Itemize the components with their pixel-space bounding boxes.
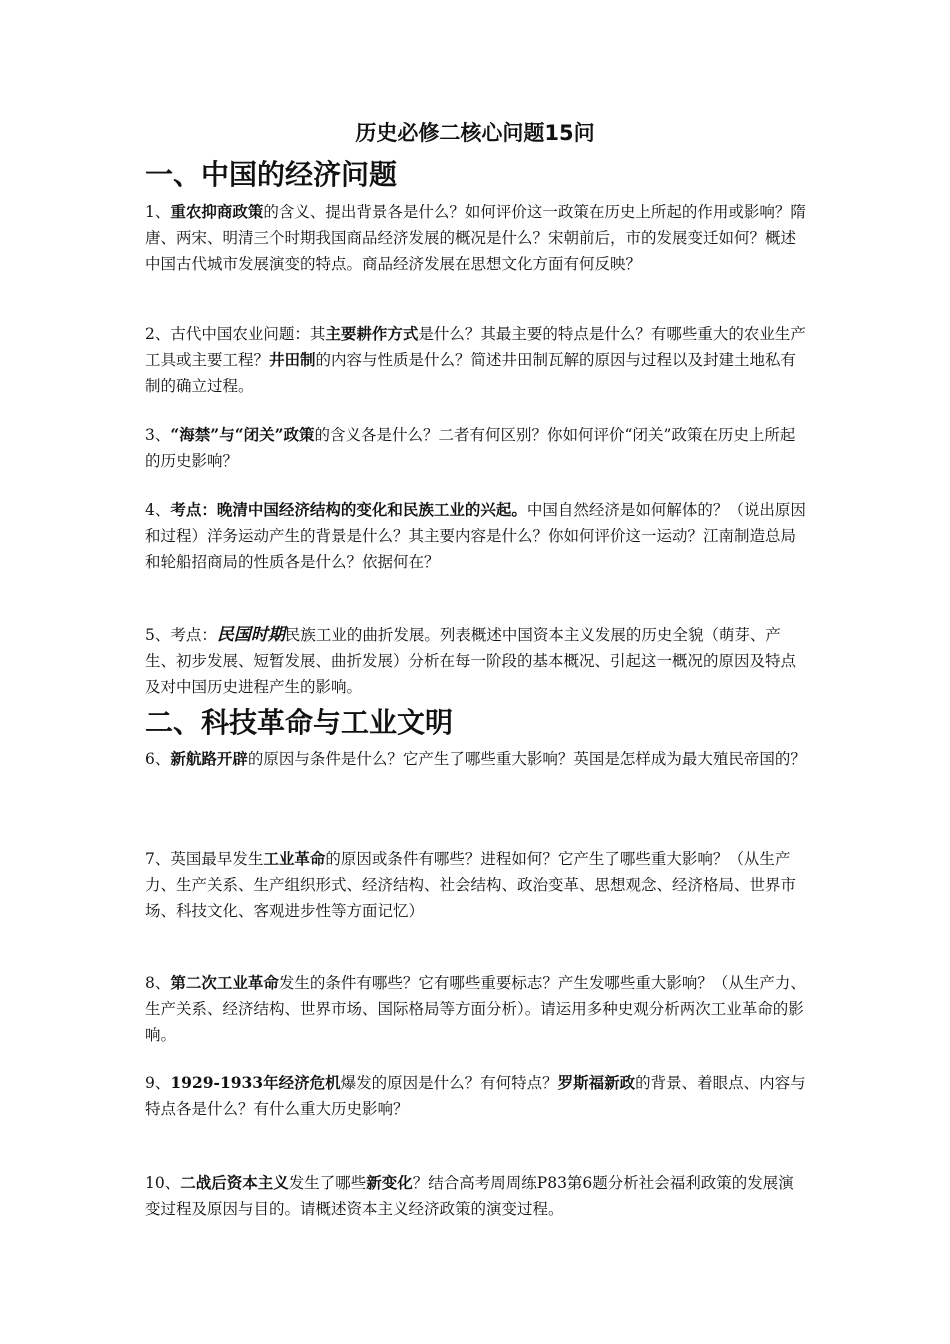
question-text: 的含义、提出背景各是什么？如何评价这一政策在历史上所起的作用或影响？隋唐、两宋、明清三个时期我国商品经济发展的概况是什么？宋朝前后，市的发展变迁如何？概述中国古代城市发展演变的特点。商品经济发展在思想文化方面有何反映？	[145, 203, 806, 273]
document-title: 历史必修二核心问题15问	[355, 121, 595, 145]
question-text: 的含义各是什么？二者有何区别？你如何评价“闭关”政策在历史上所起的历史影响？	[145, 426, 796, 470]
question-text: 的原因与条件是什么？它产生了哪些重大影响？英国是怎样成为最大殖民帝国的？	[247, 750, 806, 768]
question-text: 发生了哪些	[288, 1174, 367, 1192]
question-emphasis: 考点：晚清中国经济结构的变化和民族工业的兴起。	[170, 500, 527, 519]
question-emphasis: 罗斯福新政	[557, 1073, 636, 1092]
question-text: 中国自然经济是如何解体的？（说出原因和过程）洋务运动产生的背景是什么？其主要内容是什么？你如何评价这一运动？江南制造总局和轮船招商局的性质各是什么？依据何在？	[145, 501, 806, 571]
question-5	[145, 622, 809, 700]
question-text: 3、	[145, 426, 171, 444]
question-text: 2、古代中国农业问题：其	[145, 325, 326, 343]
question-10	[145, 1170, 809, 1222]
question-9	[145, 1070, 809, 1122]
question-text: 1、	[145, 203, 171, 221]
question-text: 10、	[145, 1174, 181, 1192]
question-text: 爆发的原因是什么？有何特点？	[340, 1074, 558, 1092]
question-emphasis: 民国时期	[216, 625, 285, 645]
question-8	[145, 970, 809, 1048]
question-4	[145, 497, 809, 575]
question-emphasis: “海禁”与“闭关”政策	[170, 425, 315, 444]
question-text: 发生的条件有哪些？它有哪些重要标志？产生发哪些重大影响？（从生产力、生产关系、经济结构、世界市场、国际格局等方面分析）。请运用多种史观分析两次工业革命的影响。	[145, 974, 806, 1044]
question-3	[145, 422, 809, 474]
section-heading-china-economy: 一、中国的经济问题	[145, 158, 398, 191]
question-text: 8、	[145, 974, 171, 992]
question-emphasis: 第二次工业革命	[170, 973, 279, 992]
question-text: 的背景、着眼点、内容与特点各是什么？有什么重大历史影响？	[145, 1074, 806, 1118]
question-1	[145, 199, 809, 277]
question-emphasis: 井田制	[269, 350, 316, 369]
question-text: 7、英国最早发生	[145, 850, 264, 868]
question-2	[145, 321, 809, 399]
question-emphasis: 1929-1933年经济危机	[170, 1073, 341, 1092]
question-7	[145, 846, 809, 924]
question-emphasis: 新变化	[366, 1173, 413, 1192]
question-emphasis: 重农抑商政策	[170, 202, 264, 221]
question-text: 5、考点：	[145, 626, 217, 644]
question-text: 的原因或条件有哪些？进程如何？它产生了哪些重大影响？（从生产力、生产关系、生产组织形式、经济结构、社会结构、政治变革、思想观念、经济格局、世界市场、科技文化、客观进步性等方面记忆）	[145, 850, 797, 920]
question-emphasis: 新航路开辟	[170, 749, 248, 768]
question-emphasis: 工业革命	[263, 849, 326, 868]
question-emphasis: 主要耕作方式	[325, 324, 419, 343]
question-text: 的内容与性质是什么？简述井田制瓦解的原因与过程以及封建土地私有制的确立过程。	[145, 351, 797, 395]
question-text: 民族工业的曲折发展。列表概述中国资本主义发展的历史全貌（萌芽、产生、初步发展、短暂发展、曲折发展）分析在每一阶段的基本概况、引起这一概况的原因及特点及对中国历史进程产生的影响。	[145, 626, 797, 696]
question-text: 4、	[145, 501, 171, 519]
question-text: ？结合高考周周练P83第6题分析社会福利政策的发展演变过程及原因与目的。请概述资本主义经济政策的演变过程。	[145, 1174, 794, 1218]
question-6	[145, 746, 809, 772]
question-emphasis: 二战后资本主义	[180, 1173, 289, 1192]
question-text: 9、	[145, 1074, 171, 1092]
section-heading-tech-revolution: 二、科技革命与工业文明	[145, 706, 454, 739]
question-text: 是什么？其最主要的特点是什么？有哪些重大的农业生产工具或主要工程？	[145, 325, 806, 369]
question-text: 6、	[145, 750, 171, 768]
